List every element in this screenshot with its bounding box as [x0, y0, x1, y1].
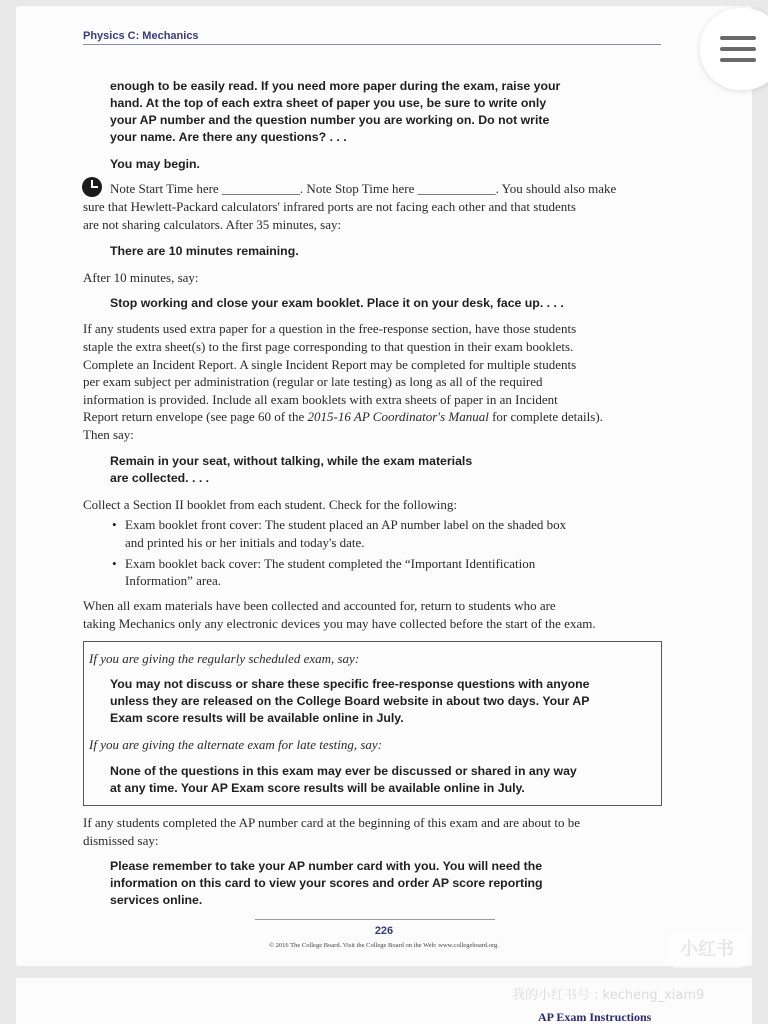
script-line: hand. At the top of each extra sheet of paper you use, be sure to write only	[110, 96, 547, 110]
box-label-regular: If you are giving the regularly scheduled exam, say:	[89, 651, 360, 666]
watermark-logo: 小红书	[668, 932, 746, 968]
manual-title: 2015-16 AP Coordinator's Manual	[307, 409, 489, 424]
hamburger-menu-icon-bar	[720, 58, 756, 62]
copyright-notice: © 2016 The College Board. Visit the College Board on the Web: www.collegeboard.org.	[269, 942, 499, 949]
note-line: sure that Hewlett-Packard calculators' infrared ports are not facing each other and that students	[83, 199, 576, 214]
footer-divider	[255, 919, 495, 920]
script-line: Exam score results will be available online in July.	[110, 711, 404, 725]
note-line: Note Start Time here ____________. Note Stop Time here ____________. You should also make	[110, 181, 617, 196]
instruction-line: If any students used extra paper for a question in the free-response section, have those students	[83, 321, 577, 336]
box-label-alternate: If you are giving the alternate exam for late testing, say:	[89, 737, 383, 752]
instruction-line: Complete an Incident Report. A single Incident Report may be completed for multiple students	[83, 357, 577, 372]
script-line: at any time. Your AP Exam score results will be available online in July.	[110, 781, 525, 795]
instruction-line: If any students completed the AP number card at the beginning of this exam and are about to be	[83, 815, 580, 830]
script-line: your name. Are there any questions? . . .	[110, 130, 347, 144]
instruction-line: After 10 minutes, say:	[83, 270, 199, 285]
script-line: services online.	[110, 893, 203, 907]
hamburger-menu-icon	[720, 36, 756, 40]
instruction-text: for complete details).	[488, 409, 603, 424]
instruction-line: per exam subject per administration (regular or late testing) as long as all of the required	[83, 374, 543, 389]
script-line: unless they are released on the College Board website in about two days. Your AP	[110, 694, 590, 708]
page-number: 226	[374, 925, 394, 937]
next-page-title: AP Exam Instructions	[538, 1010, 652, 1024]
clock-icon	[82, 177, 102, 197]
page-header-title: Physics C: Mechanics	[83, 30, 199, 42]
checklist-item: Information” area.	[125, 573, 222, 588]
script-line-remaining: There are 10 minutes remaining.	[110, 244, 299, 258]
instruction-line: When all exam materials have been collected and accounted for, return to students who are	[83, 598, 556, 613]
bullet-icon: •	[112, 517, 117, 532]
instruction-line: taking Mechanics only any electronic devices you may have collected before the start of the exam.	[83, 616, 596, 631]
script-line: your AP number and the question number you are working on. Do not write	[110, 113, 550, 127]
hamburger-menu-icon-bar	[720, 47, 756, 51]
instruction-line	[83, 409, 603, 425]
script-line: Please remember to take your AP number card with you. You will need the	[110, 859, 543, 873]
bullet-icon: •	[112, 556, 117, 571]
watermark-text: 我的小红书号 : kecheng_xiam9	[512, 988, 705, 1003]
script-line: information on this card to view your scores and order AP score reporting	[110, 876, 543, 890]
script-line: enough to be easily read. If you need more paper during the exam, raise your	[110, 79, 561, 93]
instruction-line: dismissed say:	[83, 833, 159, 848]
checklist-item: Exam booklet front cover: The student placed an AP number label on the shaded box	[125, 517, 567, 532]
script-line-stop: Stop working and close your exam booklet. Place it on your desk, face up. . . .	[110, 296, 564, 310]
script-line-begin: You may begin.	[110, 157, 200, 171]
instruction-line: staple the extra sheet(s) to the first page corresponding to that question in their exam booklets.	[83, 339, 574, 354]
script-line: Remain in your seat, without talking, while the exam materials	[110, 454, 473, 468]
script-line: are collected. . . .	[110, 471, 210, 485]
instruction-text: Report return envelope (see page 60 of the	[83, 409, 308, 424]
header-divider	[83, 44, 661, 45]
note-line: are not sharing calculators. After 35 minutes, say:	[83, 217, 342, 232]
menu-button[interactable]	[700, 8, 768, 90]
checklist-item: Exam booklet back cover: The student completed the “Important Identification	[125, 556, 536, 571]
instruction-line: information is provided. Include all exam booklets with extra sheets of paper in an Incident	[83, 392, 558, 407]
script-line: None of the questions in this exam may ever be discussed or shared in any way	[110, 764, 577, 778]
script-line: You may not discuss or share these specific free-response questions with anyone	[110, 677, 590, 691]
checklist-item: and printed his or her initials and today's date.	[125, 535, 365, 550]
instruction-line: Then say:	[83, 427, 134, 442]
instruction-line: Collect a Section II booklet from each student. Check for the following:	[83, 497, 458, 512]
